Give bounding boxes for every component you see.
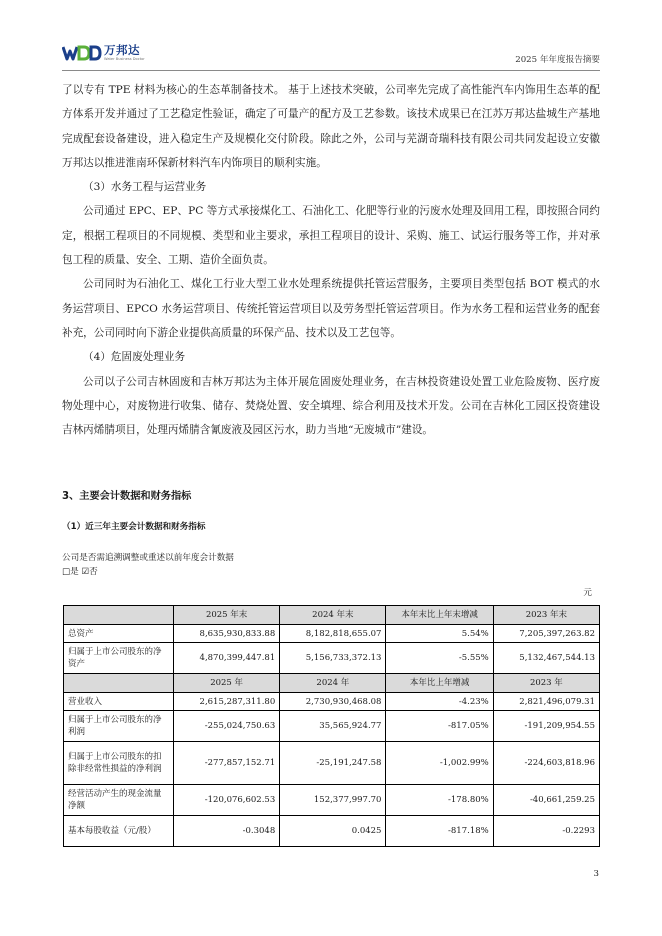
page-number: 3 [593,869,599,879]
paragraph: 了以专有 TPE 材料为核心的生态革制备技术。 基于上述技术突破，公司率先完成了高性能汽车内饰用生态革的配方体系开发并通过了工艺稳定性验证，确定了可量产的配方及工艺参数。该技术成果已在江苏万邦达盐城生产基地完成配套设备建设，进入稳定生产及规模化交付阶段。除此之外，公司与芜湖奇瑞科技有限公司共同发起设立安徽万邦达以推进淮南环保新材料汽车内饰项目的顺利实施。 [62,84,600,169]
table-header-cell [64,674,174,693]
table-cell: -178.80% [386,785,493,816]
section-subtitle: （1）近三年主要会计数据和财务指标 [62,522,206,532]
financial-indicators-table [63,605,600,847]
table-header-row [64,606,600,625]
table-cell: 35,565,924.77 [280,711,386,742]
restatement-answer: □是 ☑否 [62,567,98,577]
table-cell: 2,615,287,311.80 [174,693,280,711]
row-label: 经营活动产生的现金流量净额 [64,785,174,816]
table-cell: 152,377,997.70 [280,785,386,816]
table-cell: 4,870,399,447.81 [174,643,280,674]
table-row [64,625,600,643]
table-cell: 8,182,818,655.07 [280,625,386,643]
table-cell: -224,603,818.96 [493,742,599,785]
table-cell: -25,191,247.58 [280,742,386,785]
table-cell: -5.55% [386,643,493,674]
row-label: 归属于上市公司股东的净资产 [64,643,174,674]
table-row [64,643,600,674]
table-cell: -1,002.99% [386,742,493,785]
table-cell: 2,730,930,468.08 [280,693,386,711]
table-header-cell [64,606,174,625]
paragraph: 公司同时为石油化工、煤化工行业大型工业水处理系统提供托管运营服务，主要项目类型包括 BOT 模式的水务运营项目、EPCO 水务运营项目、传统托管运营项目以及劳务型托管运营项目。作为水务工程和运营业务的配套补充，公司同时向下游企业提供高质量的环保产品、技术以及工艺包等。 [62,278,600,339]
table-cell: -40,661,259.25 [493,785,599,816]
table-cell: -120,076,602.53 [174,785,280,816]
table-cell: 7,205,397,263.82 [493,625,599,643]
table-row [64,693,600,711]
table-cell: 2,821,496,079.31 [493,693,599,711]
paragraph: 公司通过 EPC、EP、PC 等方式承接煤化工、石油化工、化肥等行业的污废水处理及回用工程，即按照合同约定，根据工程项目的不同规模、类型和业主要求，承担工程项目的设计、采购、施工、试运行服务等工作，并对承包工程的质量、安全、工期、造价全面负责。 [62,205,600,267]
table-header-cell: 2023 年末 [493,606,599,625]
page-header [62,44,600,71]
table-cell: 0.0425 [280,816,386,847]
table-cell: -817.05% [386,711,493,742]
table-cell: -277,857,152.71 [174,742,280,785]
table-row [64,816,600,847]
table-cell: -817.18% [386,816,493,847]
company-logo [62,44,145,62]
table-cell: 8,635,930,833.88 [174,625,280,643]
row-label: 营业收入 [64,693,174,711]
currency-unit: 元 [583,588,592,598]
table-row [64,785,600,816]
table-header-cell: 2023 年 [493,674,599,693]
body-text [62,78,600,442]
table-header-cell: 2024 年末 [280,606,386,625]
table-header-cell: 2024 年 [280,674,386,693]
section-title: 3、主要会计数据和财务指标 [62,491,192,502]
row-label: 基本每股收益（元/股） [64,816,174,847]
table-cell: -191,209,954.55 [493,711,599,742]
logo-english-tagline: Water Business Doctor [104,57,145,61]
table-cell: 5,156,733,372.13 [280,643,386,674]
row-label: 归属于上市公司股东的净利润 [64,711,174,742]
paragraph: 公司以子公司吉林固废和吉林万邦达为主体开展危固废处理业务，在吉林投资建设处置工业危险废物、医疗废物处理中心，对废物进行收集、储存、焚烧处置、安全填埋、综合利用及技术开发。公司在吉林化工园区投资建设吉林丙烯腈项目，处理丙烯腈含氰废液及园区污水，助力当地“无废城市”建设。 [62,375,600,437]
table-cell: -0.3048 [174,816,280,847]
row-label: 总资产 [64,625,174,643]
table-cell: -0.2293 [493,816,599,847]
running-head: 2025 年年度报告摘要 [515,55,600,65]
subheading: （4）危固废处理业务 [83,351,186,364]
table-header-cell: 2025 年末 [174,606,280,625]
table-header-cell: 本年末比上年末增减 [386,606,493,625]
table-cell: -255,024,750.63 [174,711,280,742]
table-cell: -4.23% [386,693,493,711]
restatement-question: 公司是否需追溯调整或重述以前年度会计数据 [62,553,234,563]
row-label: 归属于上市公司股东的扣除非经常性损益的净利润 [64,742,174,785]
logo-mark-icon [62,44,102,62]
table-header-cell: 本年比上年增减 [386,674,493,693]
table-row [64,711,600,742]
logo-chinese-name: 万邦达 [104,43,140,57]
table-cell: 5,132,467,544.13 [493,643,599,674]
table-header-cell: 2025 年 [174,674,280,693]
table-cell: 5.54% [386,625,493,643]
table-header-row [64,674,600,693]
subheading: （3）水务工程与运营业务 [83,181,207,194]
table-row [64,742,600,785]
